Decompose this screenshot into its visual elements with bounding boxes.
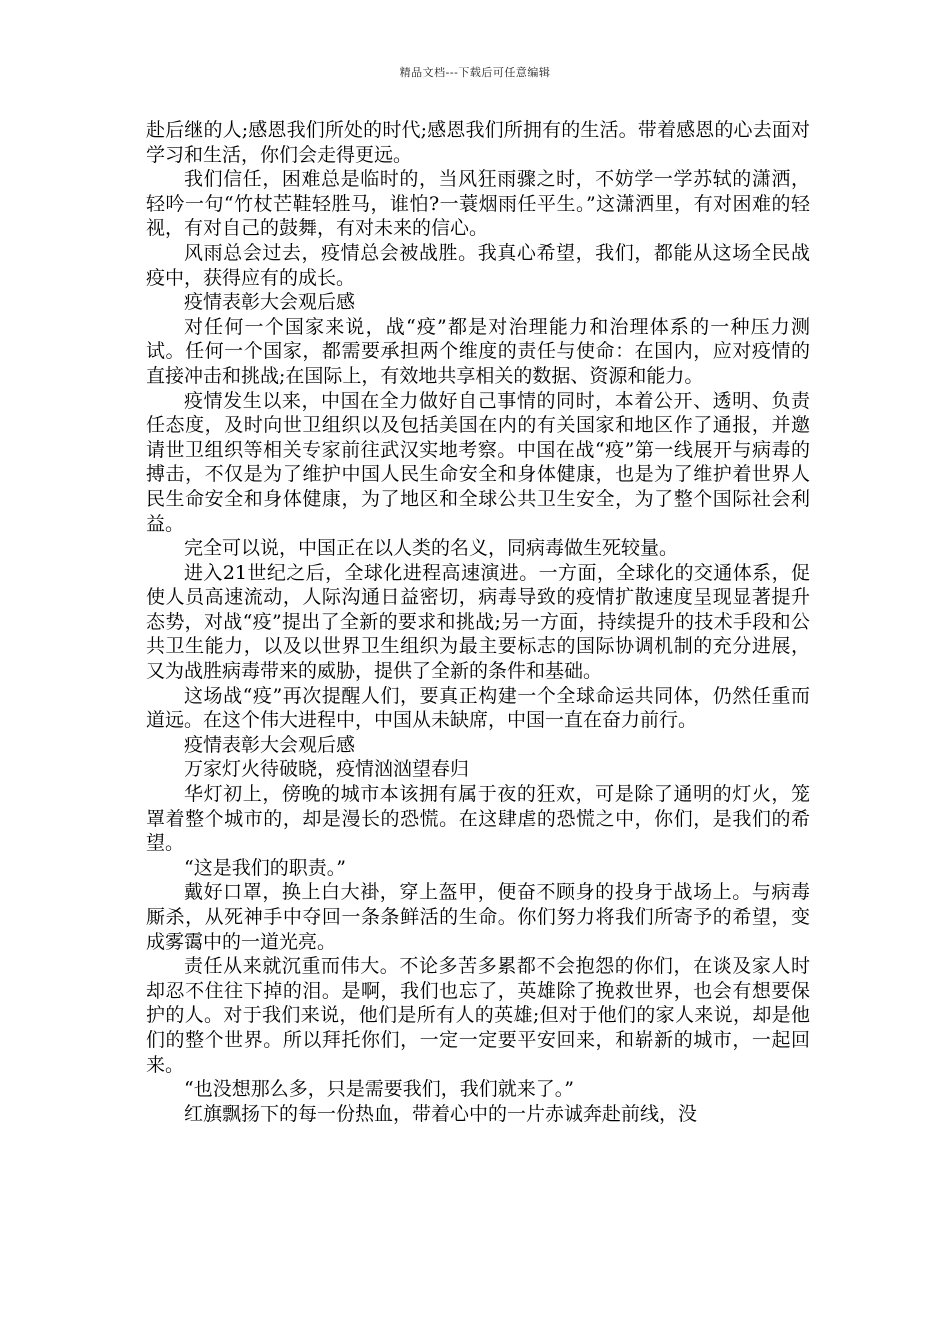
document-body — [146, 118, 810, 1126]
paragraph: 红旗飘扬下的每一份热血，带着心中的一片赤诚奔赴前线，没 — [184, 1102, 698, 1125]
paragraph: 完全可以说，中国正在以人类的名义，同病毒做生死较量。 — [184, 537, 679, 560]
paragraph: 这场战“疫”再次提醒人们，要真正构建一个全球命运共同体，仍然任重而道远。在这个伟大进程中，中国从未缺席，中国一直在奋力前行。 — [146, 684, 810, 732]
paragraph: 戴好口罩，换上白大褂，穿上盔甲，便奋不顾身的投身于战场上。与病毒厮杀，从死神手中夺回一条条鲜活的生命。你们努力将我们所寄予的希望，变成雾霭中的一道光亮。 — [146, 881, 810, 953]
page-header: 精品文档---下载后可任意编辑 — [399, 66, 551, 79]
paragraph: 我们信任，困难总是临时的，当风狂雨骤之时，不妨学一学苏轼的潇洒，轻吟一句“竹杖芒鞋轻胜马，谁怕?一蓑烟雨任平生。”这潇洒里，有对困难的轻视，有对自己的鼓舞，有对未来的信心。 — [146, 168, 810, 240]
paragraph: “也没想那么多，只是需要我们，我们就来了。” — [184, 1078, 574, 1101]
paragraph: 华灯初上，傍晚的城市本该拥有属于夜的狂欢，可是除了通明的灯火，笼罩着整个城市的，却是漫长的恐慌。在这肆虐的恐慌之中，你们，是我们的希望。 — [146, 783, 810, 855]
paragraph: 万家灯火待破晓，疫情汹汹望春归 — [184, 758, 470, 781]
paragraph: 疫情发生以来，中国在全力做好自己事情的同时，本着公开、透明、负责任态度，及时向世卫组织以及包括美国在内的有关国家和地区作了通报，并邀请世卫组织等相关专家前往武汉实地考察。中国在战“疫”第一线展开与病毒的搏击，不仅是为了维护中国人民生命安全和身体健康，也是为了维护着世界人民生命安全和身体健康，为了地区和全球公共卫生安全，为了整个国际社会利益。 — [146, 389, 810, 535]
paragraph: 疫情表彰大会观后感 — [184, 733, 356, 756]
paragraph: 责任从来就沉重而伟大。不论多苦多累都不会抱怨的你们，在谈及家人时却忍不住往下掉的泪。是啊，我们也忘了，英雄除了挽救世界，也会有想要保护的人。对于我们来说，他们是所有人的英雄;但对于他们的家人来说，却是他们的整个世界。所以拜托你们，一定一定要平安回来，和崭新的城市，一起回来。 — [146, 955, 810, 1076]
paragraph: 赴后继的人;感恩我们所处的时代;感恩我们所拥有的生活。带着感恩的心去面对学习和生活，你们会走得更远。 — [146, 119, 810, 166]
paragraph: 风雨总会过去，疫情总会被战胜。我真心希望，我们，都能从这场全民战疫中，获得应有的成长。 — [146, 241, 810, 289]
paragraph: 对任何一个国家来说，战“疫”都是对治理能力和治理体系的一种压力测试。任何一个国家，都需要承担两个维度的责任与使命：在国内，应对疫情的直接冲击和挑战;在国际上，有效地共享相关的数据、资源和能力。 — [146, 315, 810, 387]
paragraph: 疫情表彰大会观后感 — [184, 291, 356, 314]
paragraph: 进入21世纪之后，全球化进程高速演进。一方面，全球化的交通体系，促使人员高速流动，人际沟通日益密切，病毒导致的疫情扩散速度呈现显著提升态势，对战“疫”提出了全新的要求和挑战;另一方面，持续提升的技术手段和公共卫生能力，以及以世界卫生组织为最主要标志的国际协调机制的充分进展，又为战胜病毒带来的威胁，提供了全新的条件和基础。 — [146, 561, 810, 683]
paragraph: “这是我们的职责。” — [184, 856, 346, 879]
